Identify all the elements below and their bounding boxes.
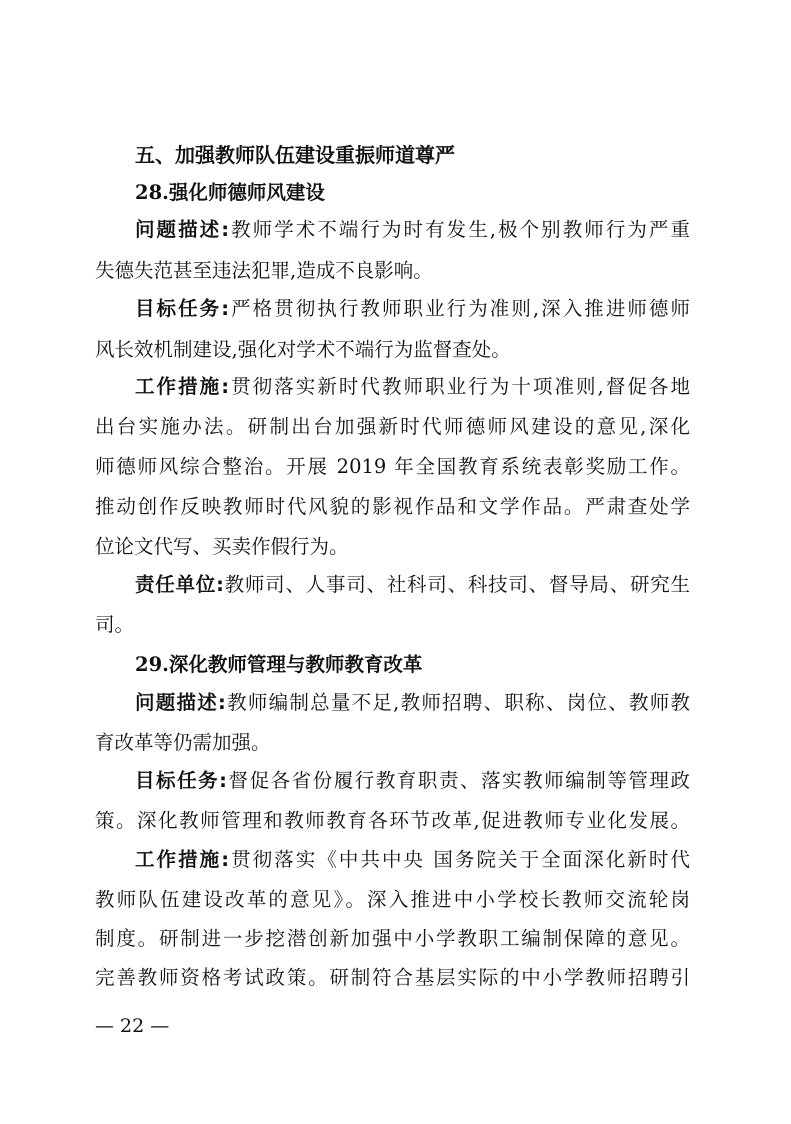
- paragraph-line: 出台实施办法。研制出台加强新时代师德师风建设的意见,深化: [95, 415, 690, 438]
- paragraph-line: 推动创作反映教师时代风貌的影视作品和文学作品。严肃查处学: [95, 495, 690, 518]
- paragraph-label: 工作措施:: [135, 375, 230, 398]
- paragraph-label: 目标任务:: [135, 297, 230, 320]
- paragraph-text: 教师编制总量不足,教师招聘、职称、岗位、教师教: [225, 691, 690, 714]
- paragraph-line: 位论文代写、买卖作假行为。: [95, 535, 349, 558]
- paragraph-line: [135, 294, 690, 324]
- paragraph-text: 教师学术不端行为时有发生,极个别教师行为严重: [229, 218, 690, 241]
- paragraph-line: 风长效机制建设,强化对学术不端行为监督查处。: [95, 338, 511, 361]
- paragraph-line: 失德失范甚至违法犯罪,造成不良影响。: [95, 259, 433, 282]
- paragraph-line: 制度。研制进一步挖潜创新加强中小学教职工编制保障的意见。: [95, 927, 690, 950]
- paragraph-line: [135, 688, 690, 718]
- paragraph-text: 贯彻落实《中共中央 国务院关于全面深化新时代: [229, 848, 690, 871]
- paragraph-line: 师德师风综合整治。开展 2019 年全国教育系统表彰奖励工作。: [95, 455, 690, 478]
- paragraph-line: 育改革等仍需加强。: [95, 731, 271, 754]
- paragraph-text: 督促各省份履行教育职责、落实教师编制等管理政: [226, 769, 690, 792]
- paragraph-text: 严格贯彻执行教师职业行为准则,深入推进师德师: [229, 297, 690, 320]
- paragraph-line: 策。深化教师管理和教师教育各环节改革,促进教师专业化发展。: [95, 809, 690, 832]
- paragraph-line: [135, 215, 690, 245]
- section-heading: 五、加强教师队伍建设重振师道尊严: [135, 143, 455, 167]
- paragraph-label: 问题描述:: [135, 691, 226, 714]
- item-heading-28: 28.强化师德师风建设: [135, 181, 325, 204]
- paragraph-line: 司。: [95, 613, 135, 636]
- paragraph-label: 目标任务:: [135, 769, 227, 792]
- paragraph-label: 责任单位:: [135, 573, 224, 596]
- paragraph-line: [135, 845, 690, 875]
- paragraph-line: 完善教师资格考试政策。研制符合基层实际的中小学教师招聘引: [95, 966, 690, 989]
- paragraph-line: [135, 570, 690, 600]
- paragraph-line: [135, 372, 690, 402]
- paragraph-text: 教师司、人事司、社科司、科技司、督导局、研究生: [223, 573, 690, 596]
- paragraph-line: [135, 766, 690, 796]
- item-heading-29: 29.深化教师管理与教师教育改革: [135, 653, 423, 676]
- paragraph-line: 教师队伍建设改革的意见》。深入推进中小学校长教师交流轮岗: [95, 888, 690, 911]
- page-number: — 22 —: [95, 1015, 170, 1037]
- paragraph-text: 贯彻落实新时代教师职业行为十项准则,督促各地: [229, 375, 690, 398]
- paragraph-label: 工作措施:: [135, 848, 230, 871]
- paragraph-label: 问题描述:: [135, 218, 230, 241]
